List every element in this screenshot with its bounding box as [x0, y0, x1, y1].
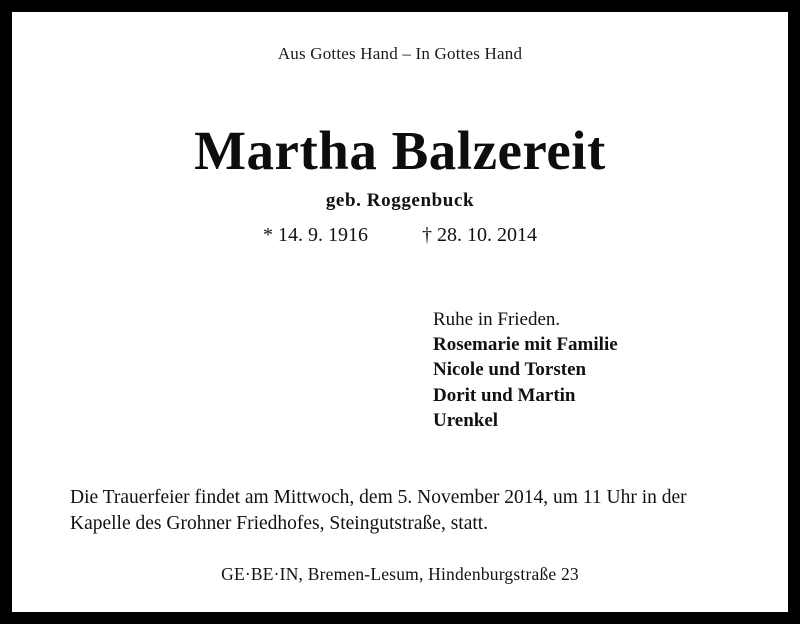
mourner-line: Dorit und Martin — [433, 384, 576, 406]
mourner-line: Urenkel — [433, 409, 499, 431]
funeral-home-line: GE·BE·IN, Bremen-Lesum, Hindenburgstraße 23 — [221, 563, 579, 584]
obituary-notice — [12, 12, 788, 612]
rest-in-peace-line: Ruhe in Frieden. — [433, 308, 561, 330]
birth-date: * 14. 9. 1916 — [263, 223, 368, 246]
maiden-name: geb. Roggenbuck — [325, 189, 475, 211]
death-date: † 28. 10. 2014 — [422, 223, 537, 246]
mourners-block — [12, 307, 788, 433]
deceased-name: Martha Balzereit — [194, 120, 606, 181]
mourner-line: Rosemarie mit Familie — [433, 334, 618, 356]
mourner-line: Nicole und Torsten — [433, 359, 587, 381]
life-dates — [12, 224, 788, 247]
epigraph-text: Aus Gottes Hand – In Gottes Hand — [277, 44, 523, 63]
ceremony-details: Die Trauerfeier findet am Mittwoch, dem 5. November 2014, um 11 Uhr in der Kapelle des Grohner Friedhofes, Steingutstraße, statt. — [70, 487, 687, 535]
